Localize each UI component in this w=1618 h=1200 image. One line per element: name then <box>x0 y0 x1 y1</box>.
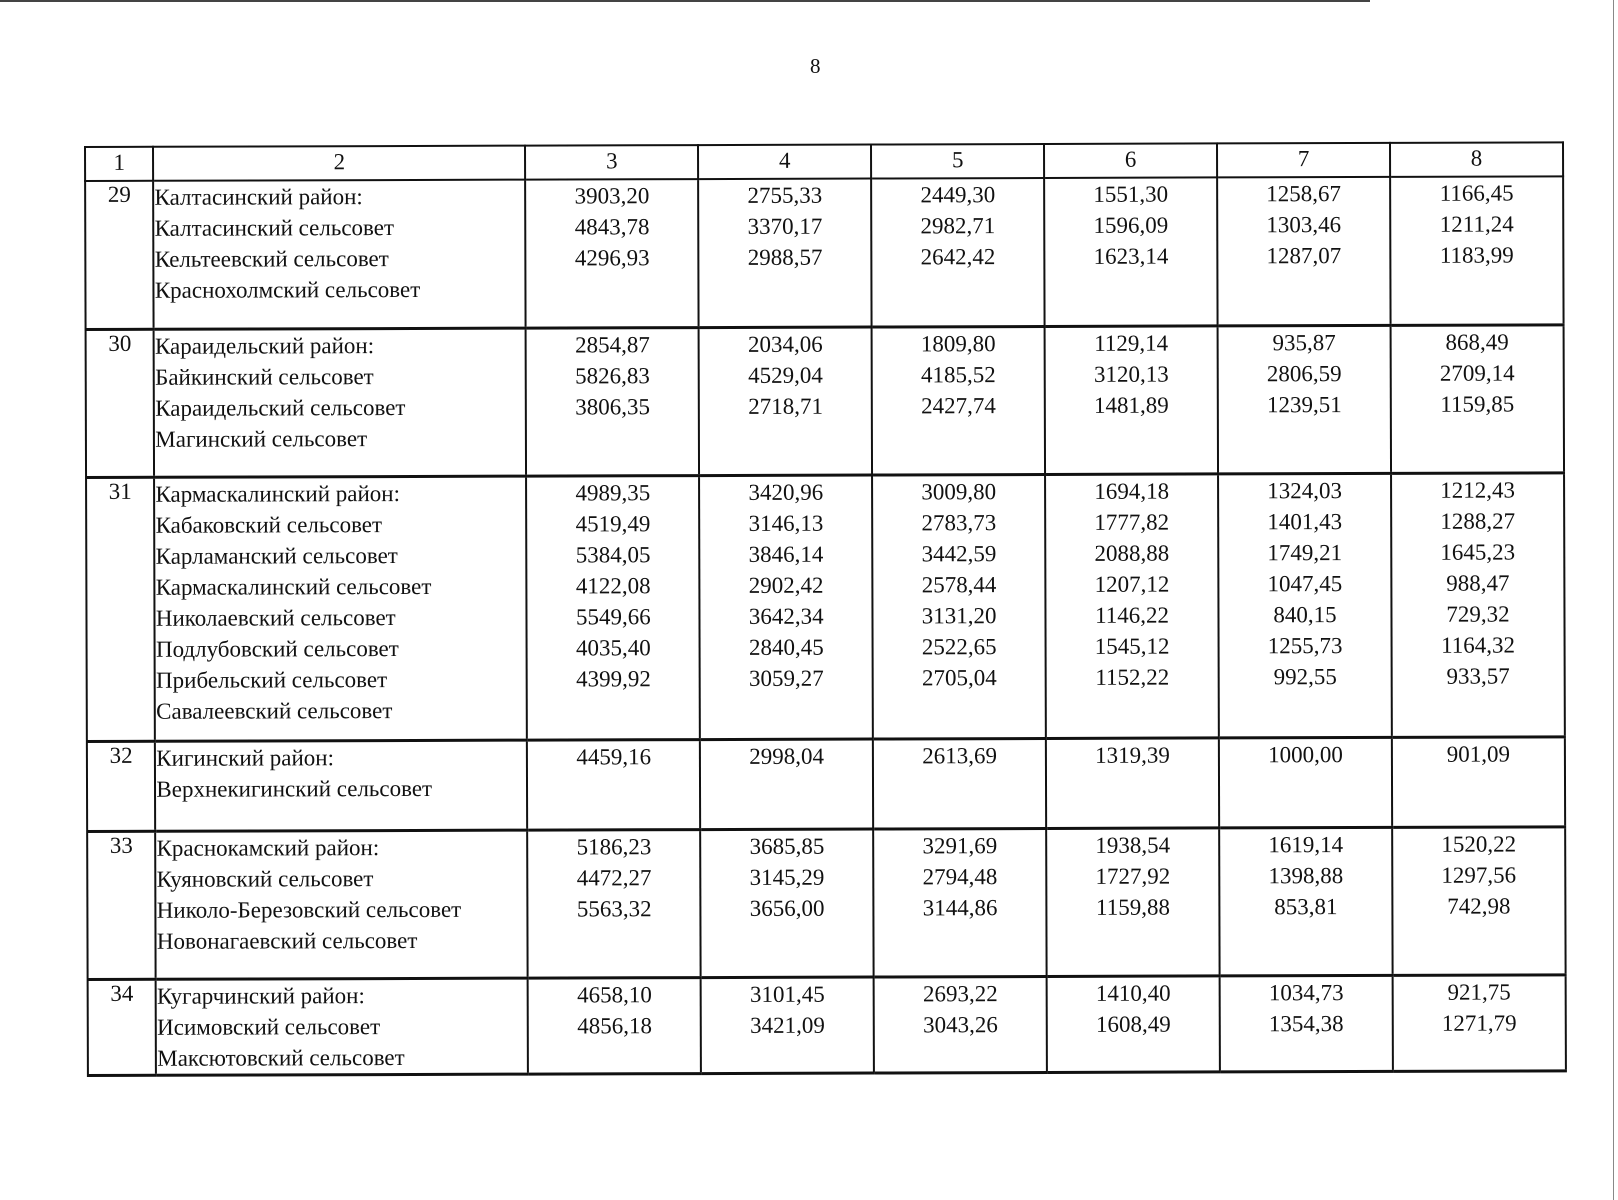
value-cell-col-8 <box>1391 472 1565 737</box>
value: 2705,04 <box>921 664 997 690</box>
value: 2613,69 <box>922 742 997 768</box>
column-header: 5 <box>871 144 1044 179</box>
value-cell-col-3 <box>528 829 701 978</box>
value: 3059,27 <box>748 665 824 691</box>
value: 1520,22 <box>1441 831 1517 857</box>
value: 3131,20 <box>921 602 997 628</box>
value-cell-col-5 <box>873 738 1046 829</box>
scan-edge-top <box>0 0 1370 2</box>
value-cell-col-3 <box>526 475 700 740</box>
value: 5186,23 <box>576 833 652 859</box>
value-cell-col-6 <box>1046 737 1219 828</box>
value: 1938,54 <box>1095 832 1171 858</box>
value: 2709,14 <box>1439 360 1515 386</box>
value-cell-col-3 <box>527 739 700 830</box>
value: 4472,27 <box>576 864 652 890</box>
selsovet-name: Калтасинский сельсовет <box>154 215 395 241</box>
value: 3009,80 <box>921 478 997 504</box>
value: 1694,18 <box>1094 478 1170 504</box>
value-cell-col-8 <box>1391 324 1564 473</box>
value: 1271,79 <box>1441 1010 1517 1036</box>
value: 3806,35 <box>575 393 651 419</box>
column-header: 3 <box>525 145 698 180</box>
value-cell-col-5 <box>872 326 1045 475</box>
value: 3421,09 <box>750 1012 825 1038</box>
value-cell-col-7 <box>1217 177 1390 326</box>
scan-edge-right <box>1613 0 1614 1200</box>
value: 935,87 <box>1272 329 1336 355</box>
value: 3442,59 <box>921 540 997 566</box>
value-cell-col-7 <box>1218 473 1392 738</box>
value-cell-col-3 <box>525 179 698 328</box>
value: 1288,27 <box>1440 508 1516 534</box>
selsovet-name: Исимовский сельсовет <box>157 1013 381 1040</box>
value-cell-col-4 <box>700 829 873 978</box>
selsovet-name: Савалеевский сельсовет <box>156 697 393 724</box>
selsovet-name: Николо-Березовский сельсовет <box>156 896 462 923</box>
value-cell-col-3 <box>528 977 701 1074</box>
value-cell-col-4 <box>701 977 874 1074</box>
value: 742,98 <box>1447 893 1511 919</box>
value: 921,75 <box>1447 979 1511 1005</box>
value: 3146,13 <box>748 510 824 536</box>
table-body <box>85 176 1566 1075</box>
value-cell-col-5 <box>874 976 1047 1073</box>
value: 2783,73 <box>921 509 997 535</box>
district-group-row <box>86 472 1565 741</box>
value: 1166,45 <box>1439 180 1514 206</box>
value: 1809,80 <box>920 330 996 356</box>
value: 4519,49 <box>575 510 651 536</box>
column-header: 2 <box>153 146 525 181</box>
value: 4529,04 <box>748 362 823 388</box>
selsovet-name: Байкинский сельсовет <box>155 363 374 390</box>
value: 992,55 <box>1273 663 1337 689</box>
value: 4185,52 <box>920 361 996 387</box>
value: 2806,59 <box>1266 360 1342 386</box>
column-header: 4 <box>698 145 871 180</box>
value: 1255,73 <box>1267 632 1343 658</box>
value-cell-col-7 <box>1219 827 1392 976</box>
value: 1297,56 <box>1441 862 1517 888</box>
value: 4296,93 <box>574 245 650 271</box>
row-number: 29 <box>85 181 154 329</box>
value: 1551,30 <box>1093 181 1169 207</box>
value: 5549,66 <box>575 603 651 629</box>
selsovet-name: Кабаковский сельсовет <box>155 511 383 538</box>
value: 3903,20 <box>574 183 650 209</box>
value-cell-col-5 <box>872 474 1046 739</box>
row-number: 33 <box>87 831 156 979</box>
value: 2449,30 <box>920 182 996 208</box>
value: 1287,07 <box>1266 243 1342 269</box>
value: 1596,09 <box>1093 212 1169 238</box>
value: 853,81 <box>1274 893 1338 919</box>
district-group-row <box>87 826 1565 979</box>
value: 1324,03 <box>1267 477 1343 503</box>
value: 4459,16 <box>576 743 652 769</box>
selsovet-name: Кармаскалинский сельсовет <box>155 573 432 600</box>
value: 4856,18 <box>577 1012 652 1038</box>
value: 2578,44 <box>921 571 997 597</box>
value: 2840,45 <box>748 634 824 660</box>
value: 1159,88 <box>1095 894 1170 920</box>
selsovet-name: Максютовский сельсовет <box>157 1044 405 1071</box>
value: 1545,12 <box>1094 633 1170 659</box>
district-title: Караидельский район: <box>154 332 375 359</box>
district-name-cell <box>154 328 526 477</box>
value: 1623,14 <box>1093 243 1169 269</box>
value: 3685,85 <box>749 833 825 859</box>
row-number: 32 <box>87 741 156 831</box>
value-cell-col-8 <box>1392 736 1565 827</box>
district-name-cell <box>154 476 527 741</box>
row-number: 31 <box>86 477 155 741</box>
value-cell-col-4 <box>700 739 873 830</box>
district-title: Краснокамский район: <box>156 834 380 861</box>
value: 1777,82 <box>1094 509 1170 535</box>
page-number: 8 <box>810 54 821 78</box>
value: 2642,42 <box>920 244 996 270</box>
value: 1207,12 <box>1094 571 1170 597</box>
value: 3101,45 <box>749 981 825 1007</box>
value: 2982,71 <box>920 213 996 239</box>
value: 840,15 <box>1273 601 1337 627</box>
value: 1401,43 <box>1267 508 1343 534</box>
column-header: 6 <box>1044 143 1217 178</box>
value: 1481,89 <box>1093 392 1169 418</box>
value: 4658,10 <box>577 981 652 1007</box>
value: 729,32 <box>1446 601 1510 627</box>
selsovet-name: Прибельский сельсовет <box>155 666 388 693</box>
value-cell-col-3 <box>526 327 699 476</box>
value: 5826,83 <box>575 362 650 388</box>
value-cell-col-5 <box>871 178 1044 327</box>
value: 4122,08 <box>575 572 651 598</box>
value: 3846,14 <box>748 541 824 567</box>
value: 2718,71 <box>748 393 823 419</box>
district-title: Калтасинский район: <box>154 184 363 210</box>
district-title: Кармаскалинский район: <box>155 480 401 507</box>
value: 1146,22 <box>1095 602 1170 628</box>
district-title: Кугарчинский район: <box>156 982 365 1009</box>
value: 1354,38 <box>1268 1010 1344 1036</box>
value: 4399,92 <box>576 665 651 691</box>
value-cell-col-8 <box>1390 176 1563 325</box>
value: 4035,40 <box>575 634 651 660</box>
value-cell-col-5 <box>873 828 1046 977</box>
value: 1034,73 <box>1268 979 1344 1005</box>
value: 3420,96 <box>748 479 824 505</box>
value: 1000,00 <box>1268 741 1343 767</box>
selsovet-name: Караидельский сельсовет <box>155 394 406 421</box>
value: 1159,85 <box>1440 391 1515 417</box>
value: 2088,88 <box>1094 540 1170 566</box>
value: 1047,45 <box>1267 570 1343 596</box>
value: 3642,34 <box>748 603 824 629</box>
value-cell-col-4 <box>699 475 873 740</box>
district-group-row <box>86 324 1564 477</box>
value: 3370,17 <box>747 213 823 239</box>
value: 2522,65 <box>921 633 997 659</box>
value: 4843,78 <box>574 214 650 240</box>
district-name-cell <box>153 180 525 329</box>
value: 2902,42 <box>748 572 824 598</box>
value-cell-col-6 <box>1046 827 1219 976</box>
value: 1319,39 <box>1095 742 1170 768</box>
value: 1129,14 <box>1094 330 1169 356</box>
value-cell-col-4 <box>698 179 871 328</box>
value: 1398,88 <box>1268 862 1344 888</box>
value: 3120,13 <box>1093 361 1169 387</box>
value-cell-col-4 <box>699 327 872 476</box>
selsovet-name: Магинский сельсовет <box>155 425 368 452</box>
district-title: Кигинский район: <box>156 744 334 771</box>
value: 1727,92 <box>1095 863 1171 889</box>
value: 1749,21 <box>1267 539 1343 565</box>
value: 2988,57 <box>747 244 823 270</box>
column-header: 8 <box>1390 142 1563 177</box>
district-rates-table <box>84 141 1567 1076</box>
selsovet-name: Куяновский сельсовет <box>156 865 374 892</box>
district-group-row <box>85 176 1563 329</box>
value: 1258,67 <box>1266 181 1342 207</box>
value-cell-col-7 <box>1219 737 1392 828</box>
value: 933,57 <box>1446 663 1510 689</box>
value-cell-col-6 <box>1045 325 1218 474</box>
value: 1212,43 <box>1440 477 1515 503</box>
selsovet-name: Верхнекигинский сельсовет <box>156 775 433 802</box>
row-number: 34 <box>88 979 157 1075</box>
value: 2427,74 <box>921 392 996 418</box>
value: 1164,32 <box>1441 632 1516 658</box>
selsovet-name: Новонагаевский сельсовет <box>156 927 418 954</box>
value-cell-col-7 <box>1218 325 1391 474</box>
selsovet-name: Николаевский сельсовет <box>155 604 396 631</box>
value: 4989,35 <box>575 479 651 505</box>
value: 1152,22 <box>1095 664 1170 690</box>
header-row <box>85 142 1563 181</box>
value: 988,47 <box>1446 570 1510 596</box>
selsovet-name: Краснохолмский сельсовет <box>154 276 421 303</box>
value-cell-col-6 <box>1045 473 1219 738</box>
value: 3145,29 <box>749 864 825 890</box>
row-number: 30 <box>86 329 155 477</box>
value: 1303,46 <box>1266 212 1342 238</box>
district-group-row <box>87 736 1565 831</box>
value: 1410,40 <box>1095 980 1171 1006</box>
value: 2034,06 <box>747 331 823 357</box>
value: 1645,23 <box>1440 539 1516 565</box>
value: 1608,49 <box>1095 1011 1171 1037</box>
selsovet-name: Карламанский сельсовет <box>155 542 398 569</box>
value: 1183,99 <box>1439 242 1514 268</box>
value-cell-col-7 <box>1220 975 1393 1072</box>
value-cell-col-8 <box>1392 826 1565 975</box>
district-name-cell <box>156 830 528 979</box>
value: 1239,51 <box>1266 391 1342 417</box>
column-header: 7 <box>1217 143 1390 178</box>
value: 1211,24 <box>1439 211 1514 237</box>
value: 2998,04 <box>749 743 825 769</box>
district-name-cell <box>155 740 527 831</box>
district-group-row <box>88 974 1566 1075</box>
value: 1619,14 <box>1268 831 1344 857</box>
value-cell-col-6 <box>1044 177 1217 326</box>
value: 2794,48 <box>922 863 998 889</box>
value: 2755,33 <box>747 182 823 208</box>
value: 3291,69 <box>922 832 998 858</box>
selsovet-name: Подлубовский сельсовет <box>155 635 399 662</box>
value: 5384,05 <box>575 541 651 567</box>
value-cell-col-8 <box>1393 974 1566 1071</box>
value: 3144,86 <box>922 894 998 920</box>
value: 901,09 <box>1446 741 1511 767</box>
value: 868,49 <box>1445 329 1509 355</box>
value: 2693,22 <box>922 980 998 1006</box>
selsovet-name: Кельтеевский сельсовет <box>154 246 389 272</box>
column-header: 1 <box>85 147 153 181</box>
district-name-cell <box>156 978 528 1075</box>
value: 3656,00 <box>749 895 825 921</box>
value: 3043,26 <box>923 1011 998 1037</box>
value: 5563,32 <box>576 895 652 921</box>
value: 2854,87 <box>575 331 650 357</box>
value-cell-col-6 <box>1047 975 1220 1072</box>
